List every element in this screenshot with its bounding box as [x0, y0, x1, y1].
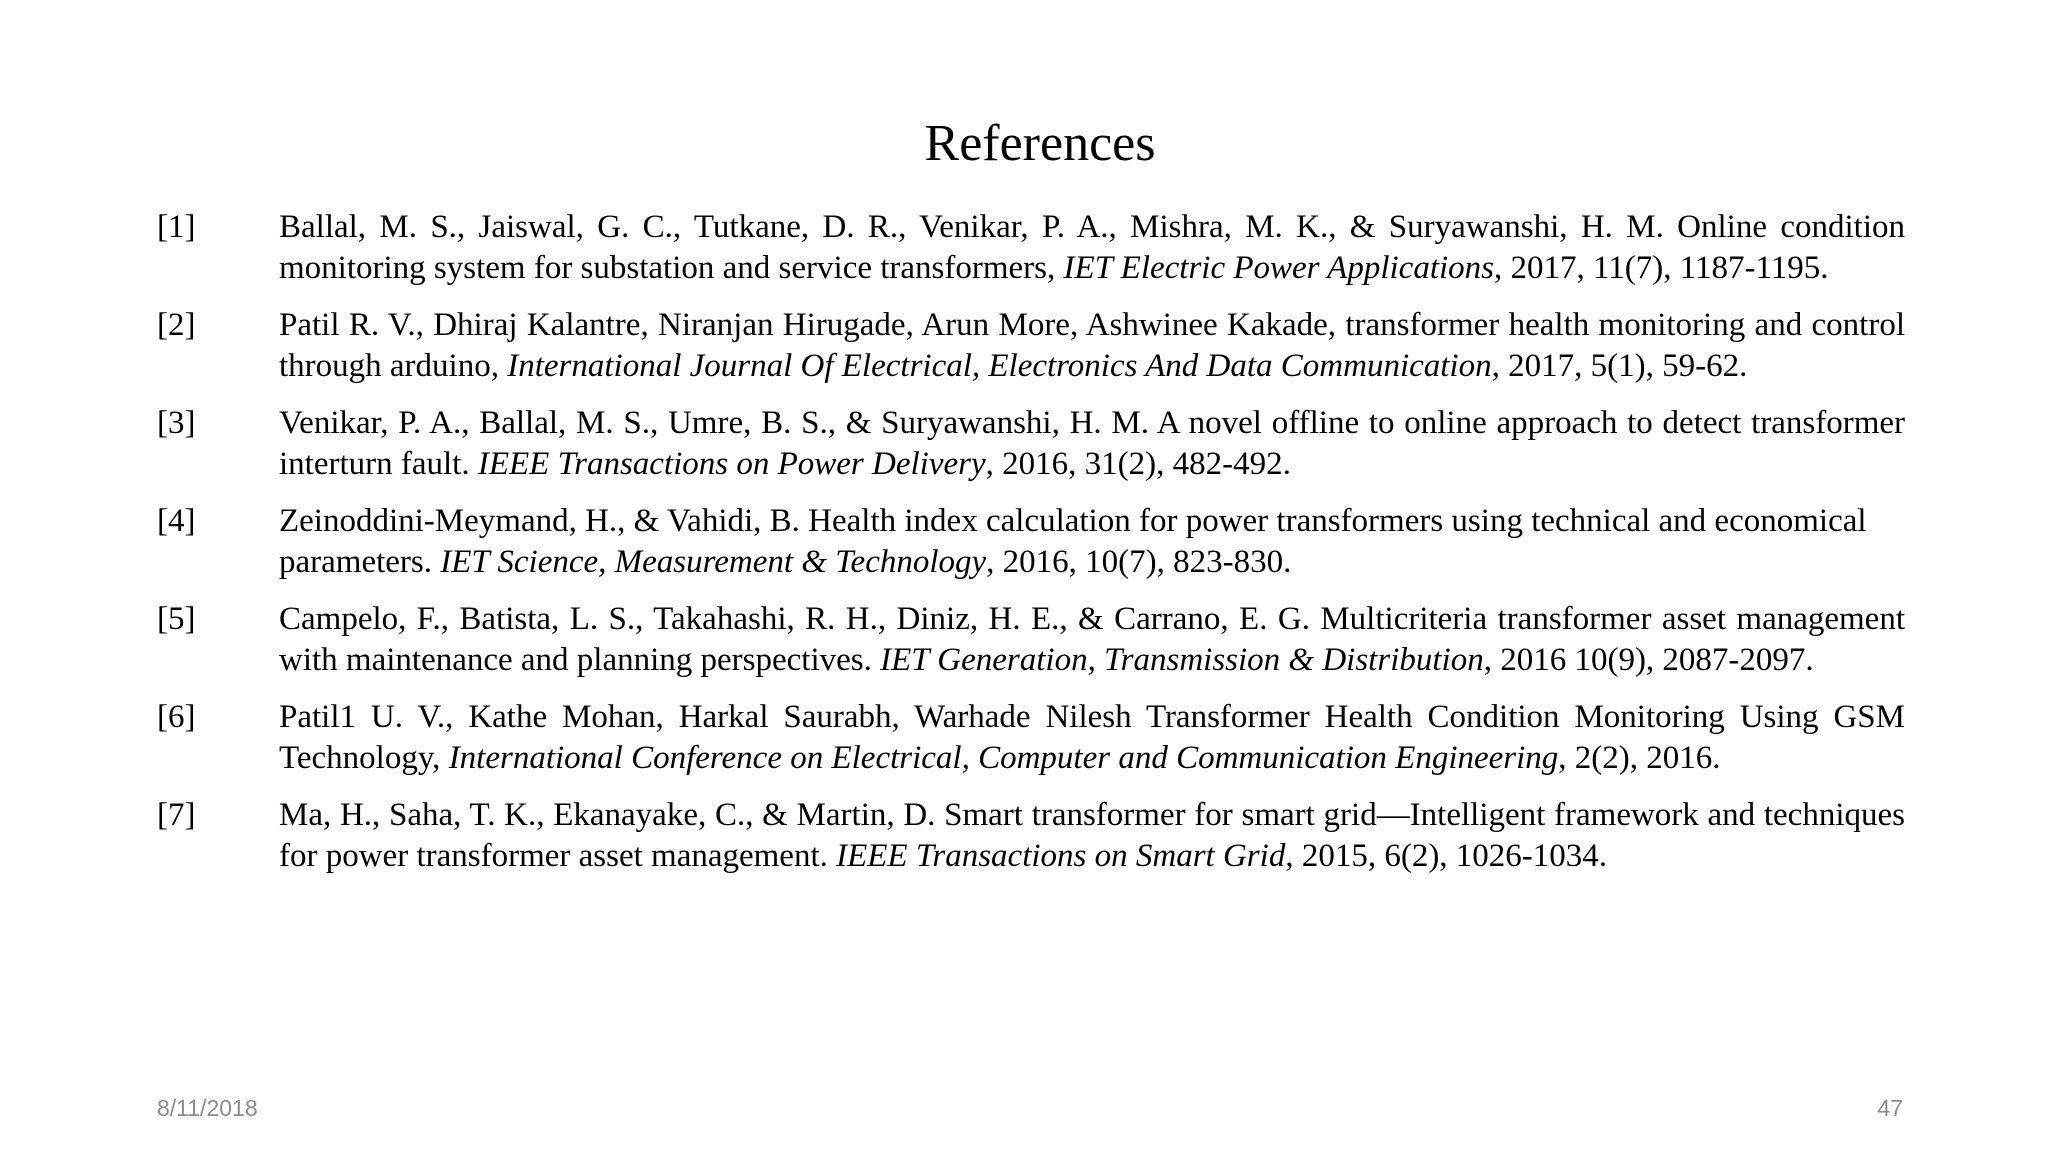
reference-venue: IEEE Transactions on Smart Grid: [836, 838, 1286, 874]
reference-authors-title: Ma, H., Saha, T. K., Ekanayake, C., & Martin, D. Smart transformer for smart grid—Intelligent framework and techniques for power transformer asset management.: [279, 797, 1905, 874]
reference-item: [157, 403, 1905, 485]
reference-list: [157, 207, 1905, 893]
reference-details: , 2016, 31(2), 482-492.: [985, 446, 1291, 482]
reference-text: [279, 305, 1905, 387]
reference-number: [1]: [157, 209, 196, 245]
reference-authors-title: Ballal, M. S., Jaiswal, G. C., Tutkane, D. R., Venikar, P. A., Mishra, M. K., & Suryawanshi, H. M. Online condition monitoring system for substation and service transformers,: [279, 209, 1905, 286]
footer-page-number: 47: [1877, 1095, 1903, 1121]
reference-venue: IET Electric Power Applications: [1063, 250, 1494, 286]
reference-details: , 2017, 11(7), 1187-1195.: [1494, 250, 1829, 286]
reference-authors-title: Campelo, F., Batista, L. S., Takahashi, R. H., Diniz, H. E., & Carrano, E. G. Multicriteria transformer asset management with maintenance and planning perspectives.: [279, 601, 1905, 678]
reference-item: [157, 501, 1905, 583]
reference-authors-title: Patil1 U. V., Kathe Mohan, Harkal Saurabh, Warhade Nilesh Transformer Health Condition Monitoring Using GSM Technology,: [279, 699, 1905, 776]
reference-venue: International Journal Of Electrical, Electronics And Data Communication: [507, 348, 1492, 384]
reference-number: [6]: [157, 699, 196, 735]
reference-item: [157, 795, 1905, 877]
reference-number: [3]: [157, 405, 196, 441]
reference-details: , 2016 10(9), 2087-2097.: [1483, 642, 1814, 678]
reference-authors-title: Venikar, P. A., Ballal, M. S., Umre, B. S., & Suryawanshi, H. M. A novel offline to online approach to detect transformer interturn fault.: [279, 405, 1905, 482]
footer-date: 8/11/2018: [157, 1095, 258, 1121]
reference-number: [5]: [157, 601, 196, 637]
reference-item: [157, 697, 1905, 779]
reference-details: , 2015, 6(2), 1026-1034.: [1285, 838, 1608, 874]
reference-text: [279, 697, 1905, 779]
reference-venue: International Conference on Electrical, Computer and Communication Engineering: [448, 740, 1559, 776]
reference-text: [279, 403, 1905, 485]
reference-text: [279, 599, 1905, 681]
reference-details: , 2016, 10(7), 823-830.: [986, 544, 1292, 580]
reference-text: [279, 795, 1905, 877]
reference-authors-title: Zeinoddini-Meymand, H., & Vahidi, B. Health index calculation for power transformers using technical and economical parameters.: [279, 503, 1867, 580]
reference-number: [2]: [157, 307, 196, 343]
slide-title: References: [924, 115, 1156, 172]
reference-authors-title: Patil R. V., Dhiraj Kalantre, Niranjan Hirugade, Arun More, Ashwinee Kakade, transformer health monitoring and control through arduino,: [279, 307, 1905, 384]
reference-details: , 2(2), 2016.: [1558, 740, 1721, 776]
reference-item: [157, 207, 1905, 289]
reference-venue: IET Science, Measurement & Technology: [440, 544, 987, 580]
reference-venue: IEEE Transactions on Power Delivery: [477, 446, 986, 482]
reference-item: [157, 599, 1905, 681]
reference-details: , 2017, 5(1), 59-62.: [1491, 348, 1748, 384]
reference-text: [279, 207, 1905, 289]
reference-item: [157, 305, 1905, 387]
reference-number: [7]: [157, 797, 196, 833]
reference-venue: IET Generation, Transmission & Distribution: [880, 642, 1484, 678]
reference-text: [279, 501, 1905, 583]
reference-number: [4]: [157, 503, 196, 539]
